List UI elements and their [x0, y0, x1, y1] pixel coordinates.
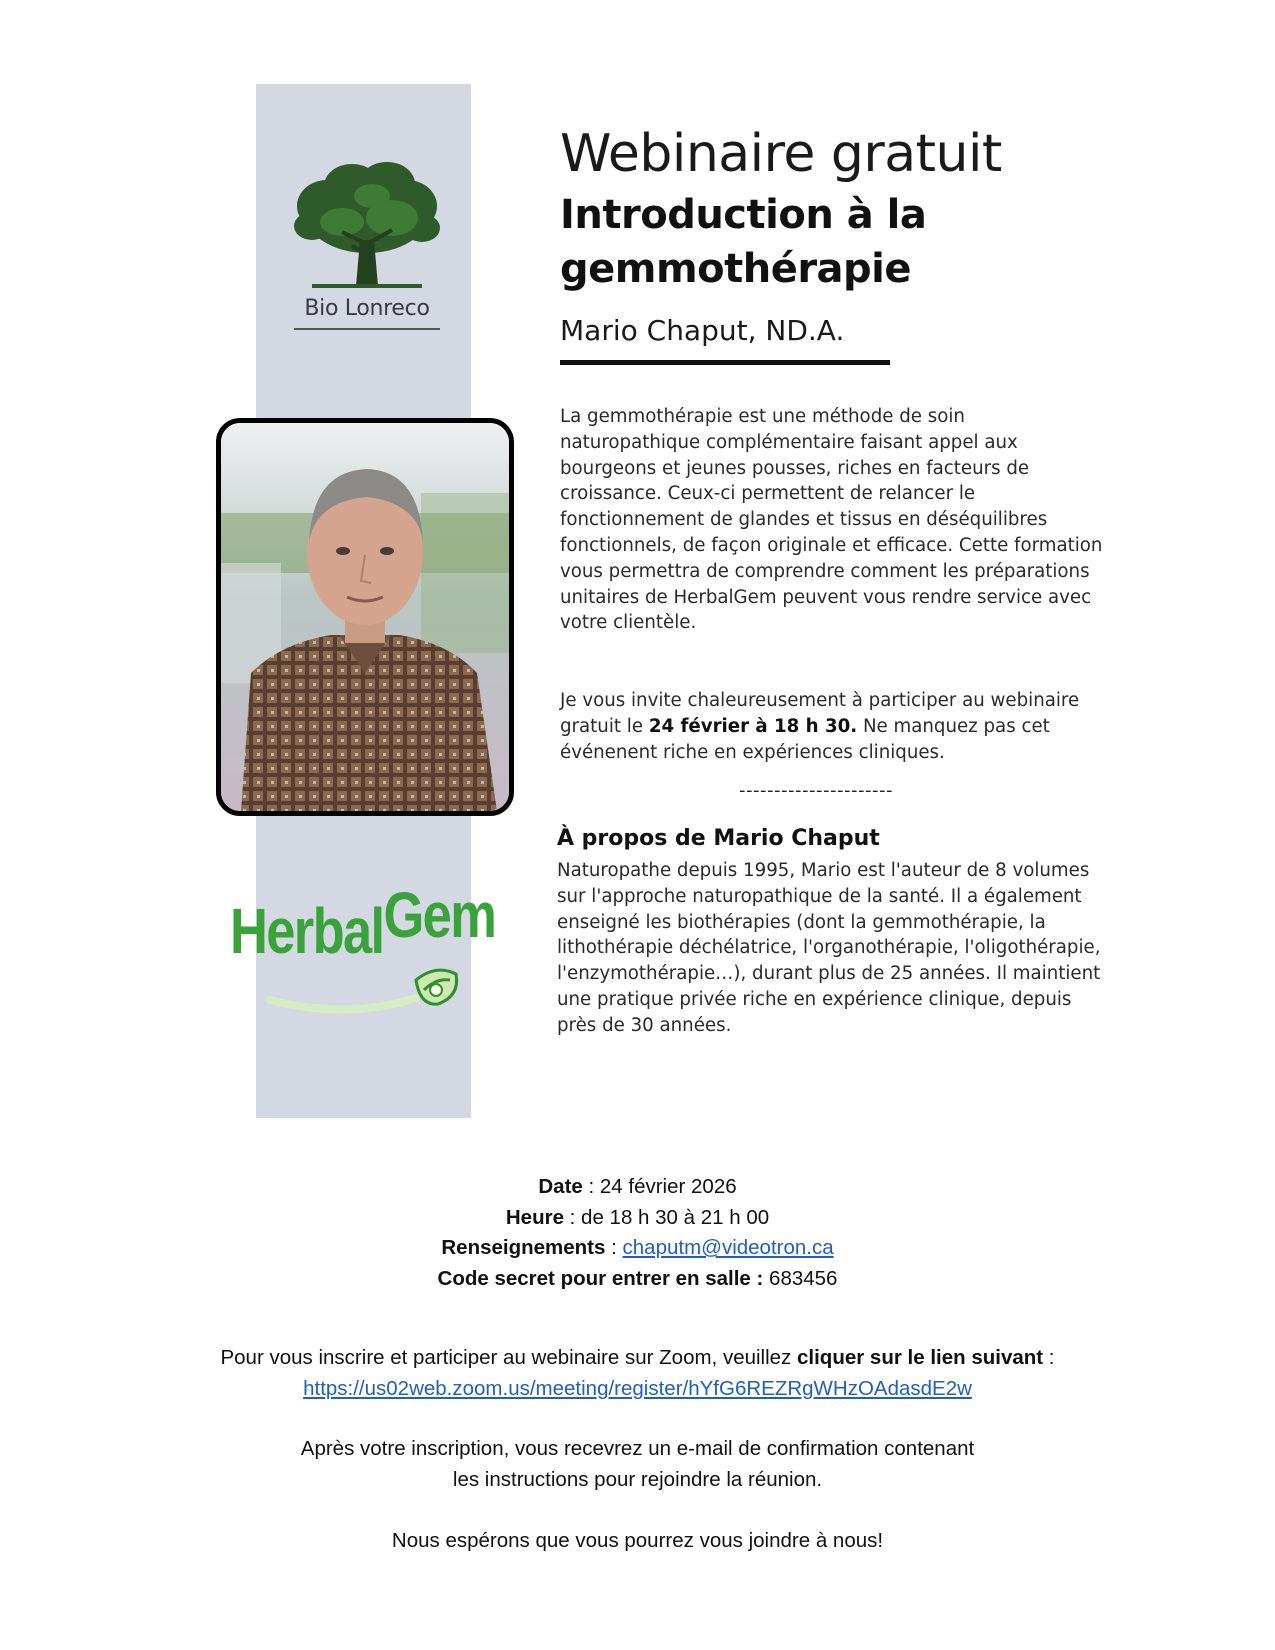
registration-block: [0, 1342, 1275, 1404]
email-link[interactable]: chaputm@videotron.ca: [622, 1236, 834, 1259]
date-label: Date: [538, 1175, 583, 1198]
info-label: Renseignements: [441, 1236, 606, 1259]
time-value: : de 18 h 30 à 21 h 00: [563, 1205, 770, 1229]
page-title: Webinaire gratuit: [560, 124, 1002, 184]
event-details: [0, 1172, 1275, 1294]
time-label: Heure: [505, 1205, 564, 1229]
about-heading: À propos de Mario Chaput: [557, 826, 880, 851]
page-subtitle: Introduction à la gemmothérapie: [560, 192, 927, 292]
herbalgem-wordmark: [230, 879, 496, 968]
bud-logo-icon: [266, 960, 466, 1020]
date-value: : 24 février 2026: [582, 1175, 737, 1198]
registration-text-after: :: [1043, 1346, 1055, 1369]
info-separator: :: [605, 1236, 623, 1259]
zoom-registration-link[interactable]: https://us02web.zoom.us/meeting/register/hYfG6REZRgWHzOAdasdE2w: [303, 1377, 972, 1400]
separator: ----------------------: [739, 780, 893, 801]
registration-text: [0, 1342, 1275, 1373]
registration-text-bold: cliquer sur le lien suivant: [797, 1346, 1044, 1369]
time-line: [0, 1203, 1275, 1234]
date-line: [0, 1172, 1275, 1203]
herbalgem-logo: [226, 879, 506, 1020]
author-name: Mario Chaput, ND.A.: [560, 314, 845, 347]
about-paragraph: Naturopathe depuis 1995, Mario est l'auteur de 8 volumes sur l'approche naturopathique de la santé. Il a également enseigné les biothérapies (dont la gemmothérapie, la lithothérapie déchélatrice, l'organothérapie, l'oligothérapie, l'enzymothérapie…), durant plus de 25 années. Il maintient une pratique privée riche en expérience clinique, depuis près de 30 années.: [557, 860, 1101, 1036]
confirmation-line-1: Après votre inscription, vous recevrez un e-mail de confirmation contenant: [300, 1437, 975, 1460]
portrait-photo: [216, 418, 514, 816]
invite-date-highlight: 24 février à 18 h 30.: [648, 715, 858, 737]
code-line: [0, 1264, 1275, 1295]
invite-text-before: Je vous invite chaleureusement à participer au webinaire gratuit le: [560, 690, 1080, 737]
code-value: 683456: [763, 1266, 838, 1290]
herbalgem-text-gem: Gem: [383, 879, 496, 951]
biolonreco-logo-text: Bio Lonreco: [304, 296, 430, 321]
closing-text: Nous espérons que vous pourrez vous joindre à nous!: [391, 1529, 884, 1552]
biolonreco-logo: [282, 158, 452, 333]
info-line: [0, 1233, 1275, 1264]
tree-logo-icon: [282, 158, 452, 293]
herbalgem-text-herbal: Herbal: [230, 895, 384, 967]
invite-paragraph: [560, 688, 1105, 765]
intro-paragraph: La gemmothérapie est une méthode de soin naturopathique complémentaire faisant appel aux bourgeons et jeunes pousses, riches en facteurs de croissance. Ceux-ci permettent de relancer le fonctionnement de glandes et tissus en déséquilibres fonctionnels, de façon originale et efficace. Cette formation vous permettra de comprendre comment les préparations unitaires de HerbalGem peuvent vous rendre service avec votre clientèle.: [560, 406, 1103, 634]
logo-underline: [294, 328, 440, 330]
confirmation-line-2: les instructions pour rejoindre la réunion.: [452, 1467, 823, 1491]
author-underline: [560, 360, 890, 365]
confirmation-block: [0, 1434, 1275, 1495]
registration-text-before: Pour vous inscrire et participer au webinaire sur Zoom, veuillez: [220, 1346, 798, 1369]
invite-text-after: Ne manquez pas cet événenent riche en expériences cliniques.: [560, 715, 1050, 763]
code-label: Code secret pour entrer en salle :: [437, 1266, 764, 1290]
